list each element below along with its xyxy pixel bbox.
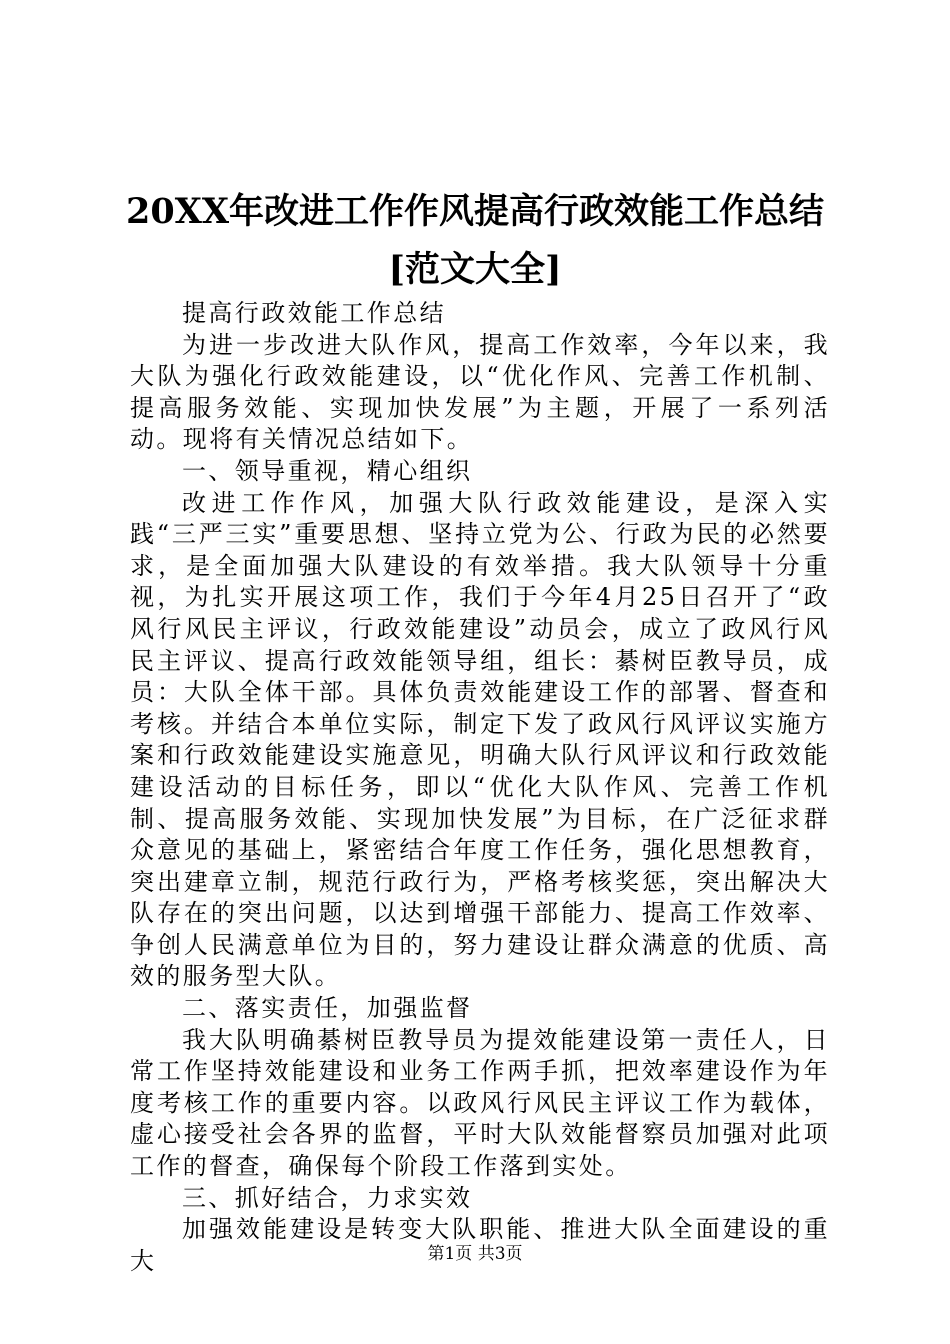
document-body — [130, 298, 830, 1277]
document-title-line-1: 20XX年改进工作作风提高行政效能工作总结 — [125, 191, 825, 232]
document-title-line-2: [范文大全] — [388, 249, 562, 290]
section-heading-1: 一、领导重视，精心组织 — [182, 456, 473, 485]
paragraph-subtitle: 提高行政效能工作总结 — [182, 299, 446, 327]
section-heading-2: 二、落实责任，加强监督 — [182, 994, 473, 1023]
section-heading-3: 三、抓好结合，力求实效 — [182, 1183, 473, 1212]
page-footer: 第1页 共3页 — [427, 1244, 523, 1264]
paragraph-section-2: 我大队明确綦树臣教导员为提效能建设第一责任人，日常工作坚持效能建设和业务工作两手抓，把效率建设作为年度考核工作的重要内容。以政风行风民主评议工作为载体，虚心接受社会各界的监督，平时大队效能督察员加强对此项工作的督查，确保每个阶段工作落到实处。 — [130, 1025, 830, 1181]
paragraph-intro: 为进一步改进大队作风，提高工作效率，今年以来，我大队为强化行政效能建设，以“优化作风、完善工作机制、提高服务效能、实现加快发展”为主题，开展了一系列活动。现将有关情况总结如下。 — [130, 330, 830, 454]
paragraph-section-3: 加强效能建设是转变大队职能、推进大队全面建设的重大 — [130, 1215, 830, 1275]
paragraph-section-1: 改进工作作风，加强大队行政效能建设，是深入实践“三严三实”重要思想、坚持立党为公、行政为民的必然要求，是全面加强大队建设的有效举措。我大队领导十分重视，为扎实开展这项工作，我们于今年4月25日召开了“政风行风民主评议，行政效能建设”动员会，成立了政风行风民主评议、提高行政效能领导组，组长：綦树臣教导员，成员：大队全体干部。具体负责效能建设工作的部署、督查和考核。并结合本单位实际，制定下发了政风行风评议实施方案和行政效能建设实施意见，明确大队行风评议和行政效能建设活动的目标任务，即以“优化大队作风、完善工作机制、提高服务效能、实现加快发展”为目标，在广泛征求群众意见的基础上，紧密结合年度工作任务，强化思想教育，突出建章立制，规范行政行为，严格考核奖惩，突出解决大队存在的突出问题，以达到增强干部能力、提高工作效率、争创人民满意单位为目的，努力建设让群众满意的优质、高效的服务型大队。 — [130, 488, 830, 991]
